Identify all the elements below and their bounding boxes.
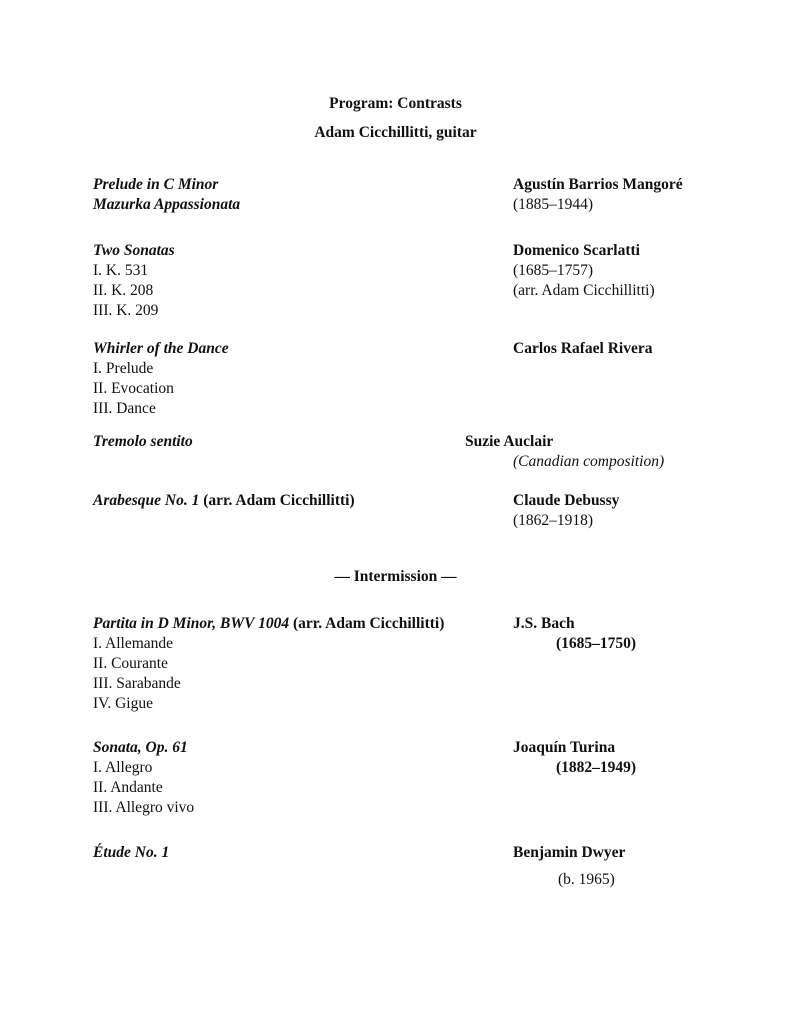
movement-line: IV. Gigue (93, 695, 153, 712)
movement-line: II. Courante (93, 655, 168, 672)
piece-title: Whirler of the Dance (93, 340, 229, 357)
piece-title: Two Sonatas (93, 242, 175, 259)
movement-line: I. Prelude (93, 360, 154, 377)
composer-dates: (b. 1965) (558, 871, 615, 888)
piece-column (93, 843, 169, 863)
movement-line: I. Allegro (93, 759, 153, 776)
movement-line: III. Sarabande (93, 675, 181, 692)
composition-note: (Canadian composition) (513, 453, 665, 470)
composer-name: Benjamin Dwyer (513, 844, 626, 861)
piece-title (93, 614, 444, 634)
composer-dates: (1885–1944) (513, 196, 594, 213)
composer-column (513, 843, 625, 890)
movement-line: II. Andante (93, 779, 163, 796)
composer-name: Claude Debussy (513, 492, 620, 509)
piece-column (93, 241, 175, 321)
arranger-note: (arr. Adam Cicchillitti) (513, 282, 655, 299)
movement-line: I. K. 531 (93, 262, 149, 279)
piece-title-text: Arabesque No. 1 (93, 492, 200, 509)
arranger-suffix: (arr. Adam Cicchillitti) (199, 492, 355, 509)
piece-column (93, 432, 193, 452)
piece-title-text: Partita in D Minor, BWV 1004 (93, 615, 290, 632)
movement-line: II. K. 208 (93, 282, 154, 299)
movement-line: III. Dance (93, 400, 156, 417)
piece-column (93, 175, 240, 215)
arranger-suffix: (arr. Adam Cicchillitti) (289, 615, 445, 632)
composer-dates: (1685–1750) (556, 635, 637, 652)
movement-line: III. Allegro vivo (93, 799, 195, 816)
composer-name: Carlos Rafael Rivera (513, 340, 653, 357)
composer-name: Joaquín Turina (513, 739, 616, 756)
piece-column (93, 738, 194, 818)
composer-column (465, 432, 664, 472)
piece-column (93, 614, 444, 714)
movement-line: II. Evocation (93, 380, 174, 397)
composer-column (513, 241, 655, 301)
piece-column (93, 491, 355, 511)
composer-dates: (1882–1949) (556, 759, 637, 776)
piece-title (93, 491, 355, 511)
composer-name: Agustín Barrios Mangoré (513, 176, 683, 193)
performer-name: Adam Cicchillitti, guitar (314, 124, 477, 141)
movement-line: I. Allemande (93, 635, 174, 652)
composer-column (513, 175, 683, 215)
movement-line: III. K. 209 (93, 302, 159, 319)
piece-title: Tremolo sentito (93, 433, 193, 450)
piece-column (93, 339, 229, 419)
composer-dates: (1862–1918) (513, 512, 594, 529)
composer-name: J.S. Bach (513, 615, 575, 632)
composer-dates: (1685–1757) (513, 262, 594, 279)
composer-column (513, 614, 636, 654)
composer-column (513, 738, 636, 778)
composer-name: Domenico Scarlatti (513, 242, 640, 259)
program-title: Program: Contrasts (329, 95, 462, 112)
intermission-label: — Intermission — (334, 568, 457, 585)
piece-title: Étude No. 1 (93, 844, 170, 861)
piece-title: Sonata, Op. 61 (93, 739, 188, 756)
composer-column (513, 339, 652, 359)
composer-column (513, 491, 619, 531)
piece-title: Prelude in C Minor (93, 176, 219, 193)
piece-title: Mazurka Appassionata (93, 196, 241, 213)
composer-name: Suzie Auclair (465, 433, 554, 450)
